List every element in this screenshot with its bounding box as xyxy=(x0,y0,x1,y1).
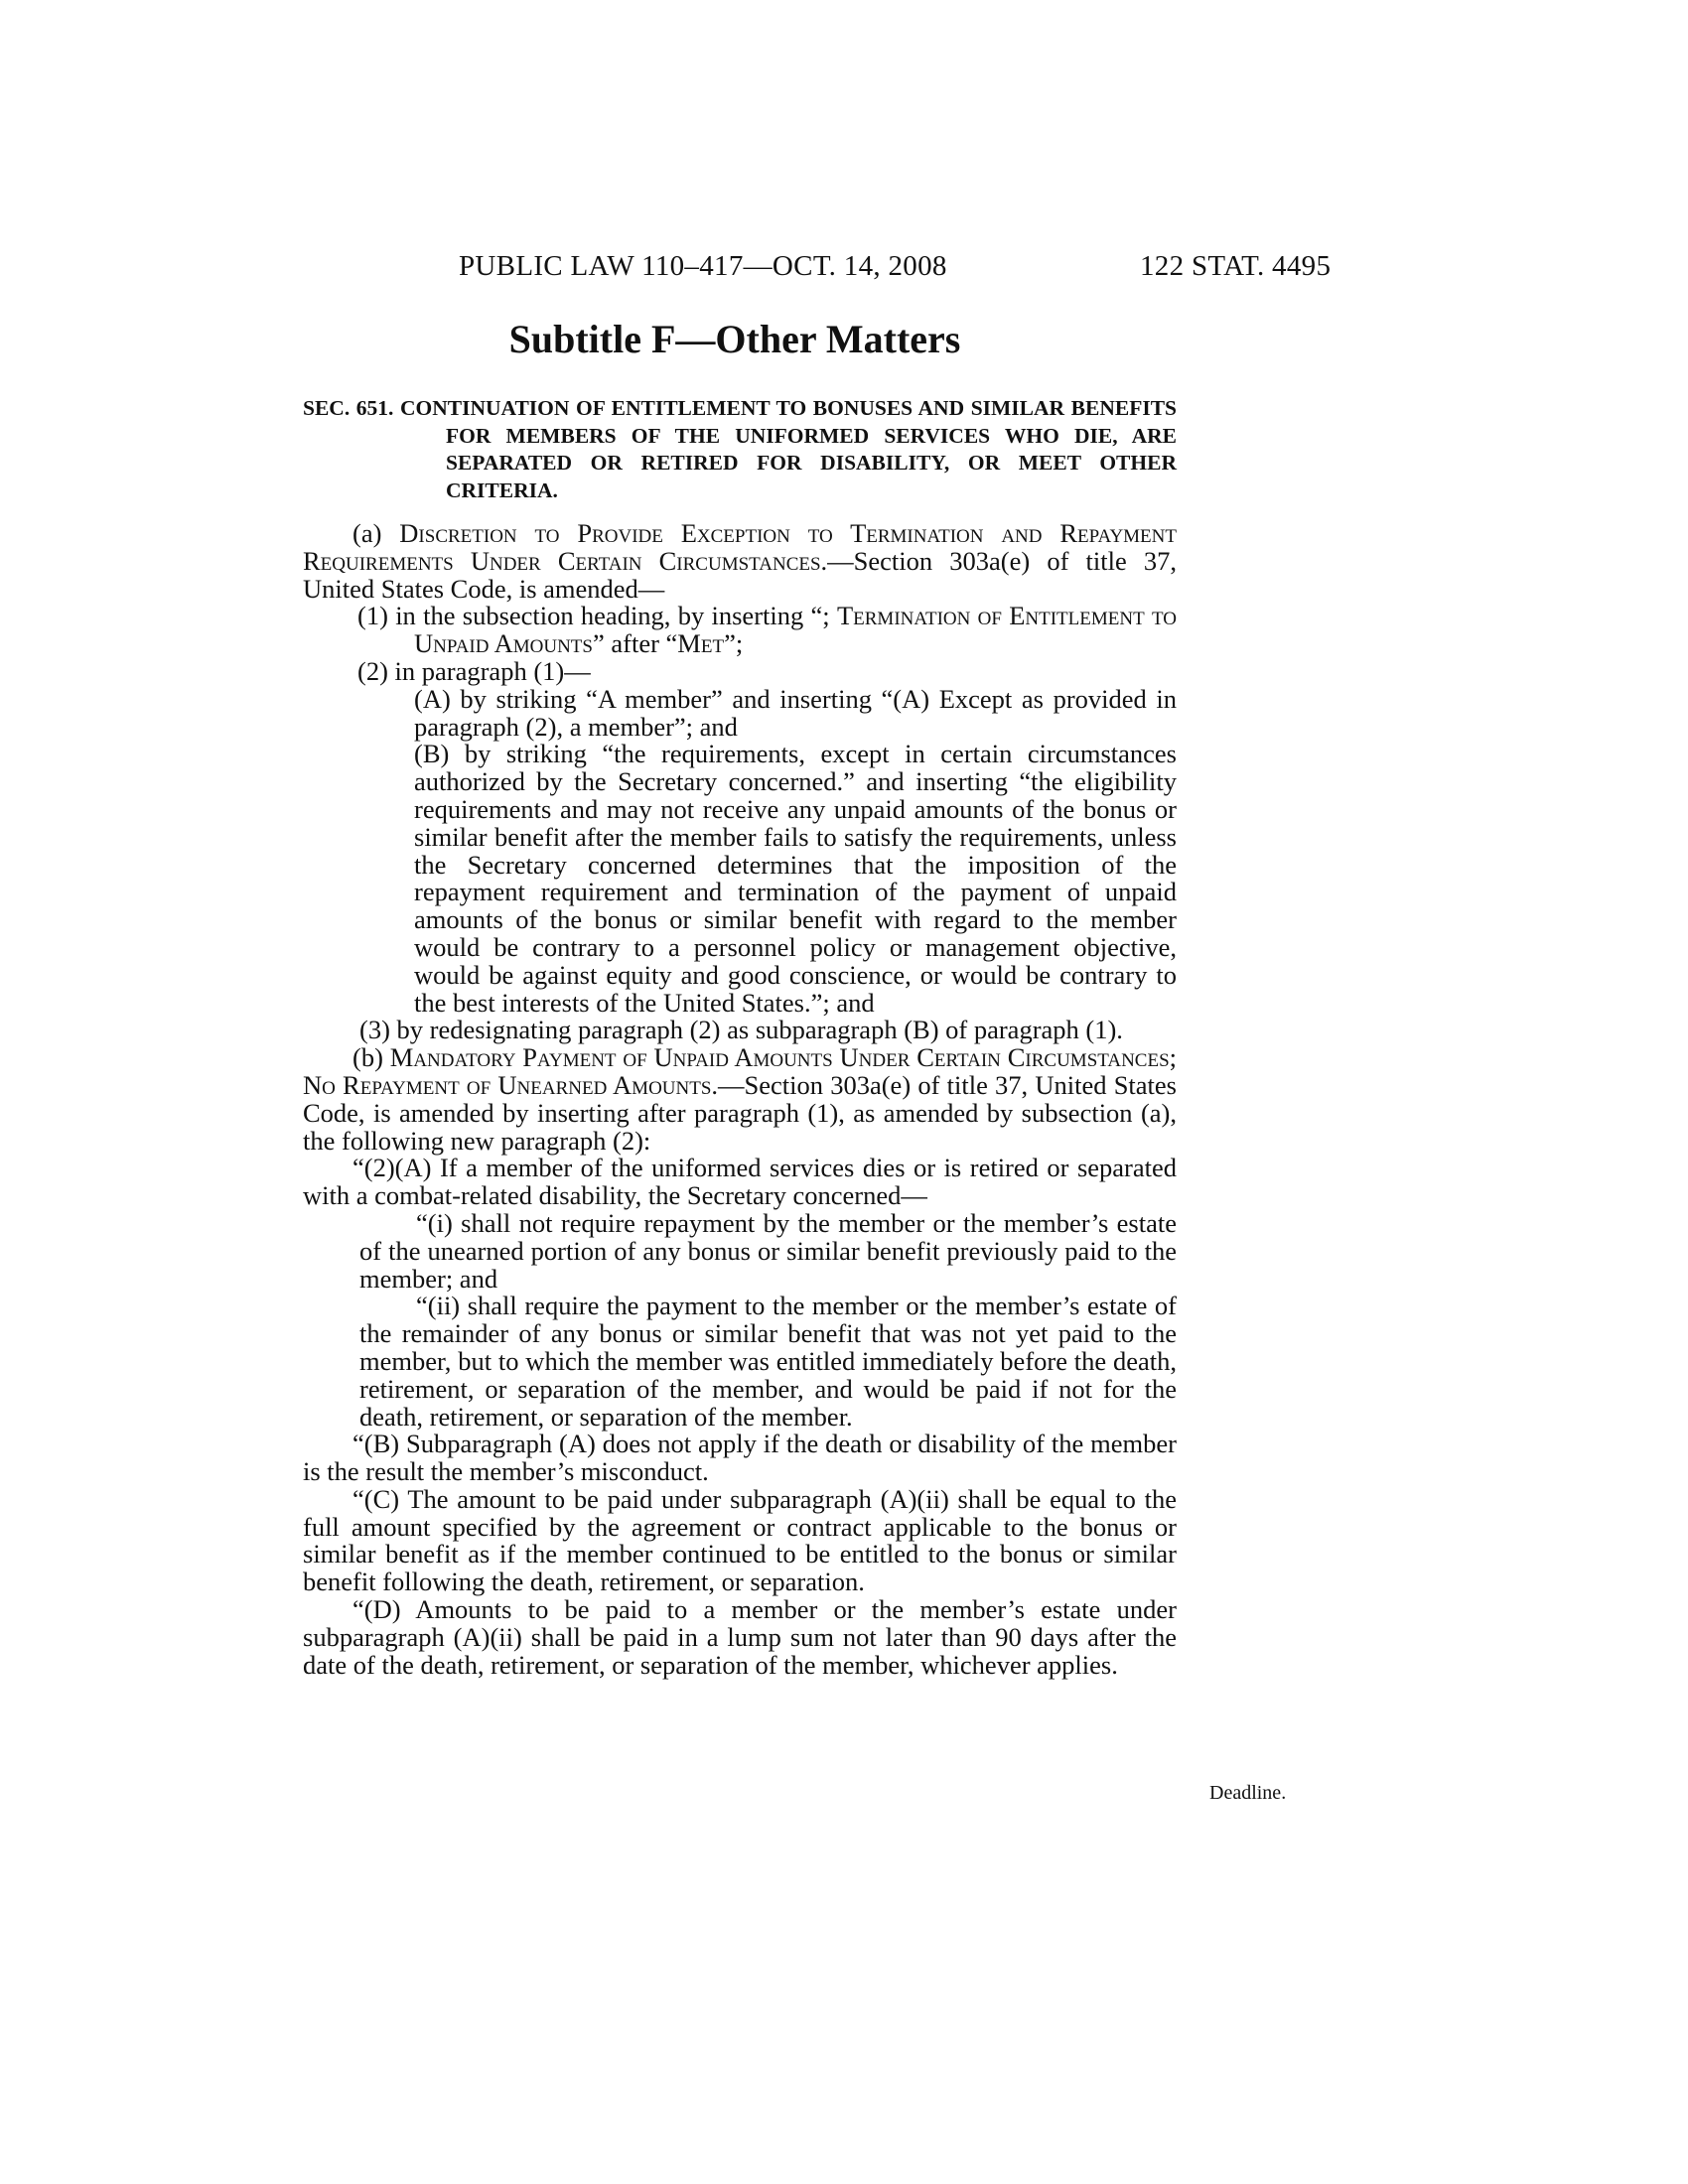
quoted-subparagraph-C: “(C) The amount to be paid under subparagraph (A)(ii) shall be equal to the full amount specified by the agreement or contract applicable to the bonus or similar benefit as if the member continued to be entitled to the bonus or similar benefit following the death, retirement, or separation. xyxy=(303,1483,1177,1597)
subsection-a-caption: Discretion to Provide Exception to Termination and Repayment Requirements Under Certain Circumstances xyxy=(303,518,1177,576)
margin-note: Deadline. xyxy=(1209,1782,1287,1804)
subsection-b: (b) Mandatory Payment of Unpaid Amounts Under Certain Circumstances; No Repayment of Unearned Amounts.—Section 303a(e) of title 37, United States Code, is amended by inserting after paragraph (1), as amended by subsection (a), the following new paragraph (2): xyxy=(303,1042,1177,1156)
quoted-clause-ii: “(ii) shall require the payment to the member or the member’s estate of the remainder of any bonus or similar benefit that was not yet paid to the member, but to which the member was entitled immediately before the death, retirement, or separation of the member, and would be paid if not for the death, retirement, or separation of the member. xyxy=(359,1291,1177,1432)
section-heading: SEC. 651. CONTINUATION OF ENTITLEMENT TO BONUSES AND SIMILAR BENEFITS FOR MEMBERS OF THE UNIFORMED SERVICES WHO DIE, ARE SEPARATED OR RETIRED FOR DISABILITY, OR MEET OTHER CRITERIA. xyxy=(303,396,1177,502)
quoted-subparagraph-B: “(B) Subparagraph (A) does not apply if the death or disability of the member is the result the member’s misconduct. xyxy=(303,1429,1177,1487)
subsection-a: (a) Discretion to Provide Exception to Termination and Repayment Requirements Under Certain Circumstances.—Section 303a(e) of title 37, United States Code, is amended— xyxy=(303,518,1178,604)
subtitle-heading: Subtitle F—Other Matters xyxy=(508,317,961,361)
section-body xyxy=(303,395,1177,1679)
running-header-page-number: 122 STAT. 4495 xyxy=(1140,250,1332,282)
running-header-title: PUBLIC LAW 110–417—OCT. 14, 2008 xyxy=(459,250,947,282)
quoted-subparagraph-D: “(D) Amounts to be paid to a member or the member’s estate under subparagraph (A)(ii) shall be paid in a lump sum not later than 90 days after the date of the death, retirement, or separation of the member, whichever applies. xyxy=(303,1594,1177,1680)
paragraph-a3: (3) by redesignating paragraph (2) as subparagraph (B) of paragraph (1). xyxy=(359,1015,1123,1045)
quoted-paragraph-2A: “(2)(A) If a member of the uniformed services dies or is retired or separated with a combat-related disability, the Secretary concerned— xyxy=(303,1153,1177,1211)
paragraph-a1: (1) in the subsection heading, by inserting “; Termination of Entitlement to Unpaid Amounts” after “Met”; xyxy=(357,601,1177,659)
quoted-clause-i: “(i) shall not require repayment by the member or the member’s estate of the unearned portion of any bonus or similar benefit previously paid to the member; and xyxy=(359,1207,1177,1294)
paragraph-a2-A: (A) by striking “A member” and inserting “(A) Except as provided in paragraph (2), a member”; and xyxy=(414,683,1177,742)
paragraph-a2-B: (B) by striking “the requirements, except in certain circumstances authorized by the Secretary concerned.” and inserting “the eligibility requirements and may not receive any unpaid amounts of the bonus or similar benefit after the member fails to satisfy the requirements, unless the Secretary concerned determines that the imposition of the repayment requirement and termination of the payment of unpaid amounts of the bonus or similar benefit with regard to the member would be contrary to a personnel policy or management objective, would be against equity and good conscience, or would be contrary to the best interests of the United States.”; and xyxy=(414,739,1177,1018)
paragraph-a2: (2) in paragraph (1)— xyxy=(357,655,591,686)
subsection-b-caption: Mandatory Payment of Unpaid Amounts Under Certain Circumstances; No Repayment of Unearned Amounts xyxy=(303,1042,1177,1100)
